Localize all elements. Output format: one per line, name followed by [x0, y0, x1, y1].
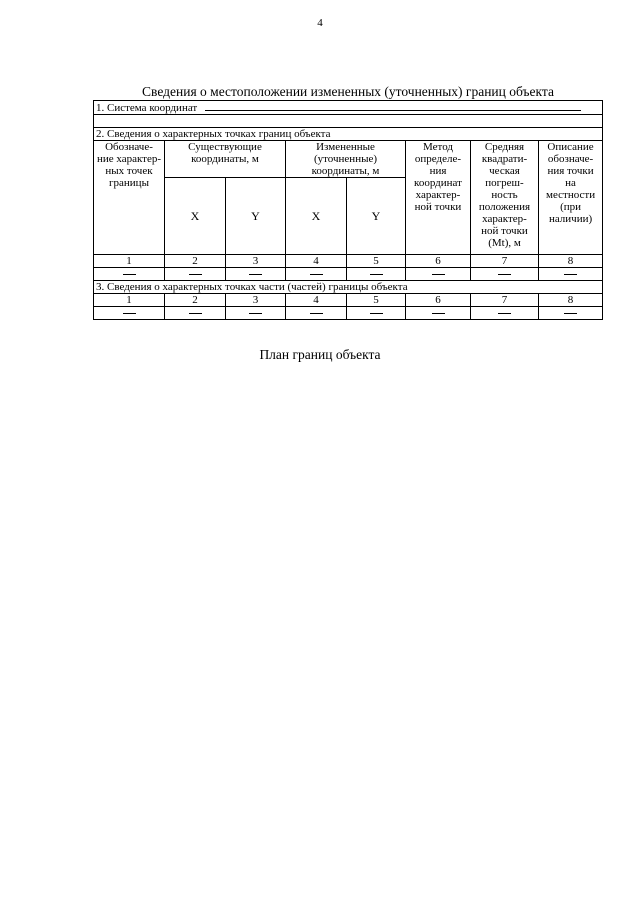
column-number: 4 [286, 255, 347, 268]
header-point-designation: Обозначе- ние характер- ных точек границы [94, 141, 165, 255]
empty-value-dash [286, 268, 347, 281]
empty-value-dash [165, 307, 226, 320]
column-number-row-2 [94, 294, 603, 307]
page-number: 4 [317, 17, 323, 29]
column-number: 4 [286, 294, 347, 307]
empty-value-dash [471, 307, 539, 320]
empty-value-dash [94, 307, 165, 320]
empty-value-row-2 [94, 307, 603, 320]
header-row-1 [94, 141, 603, 178]
section2-heading: 2. Сведения о характерных точках границ объекта [94, 128, 603, 141]
empty-value-dash [226, 268, 286, 281]
blank-row [94, 115, 603, 128]
empty-value-dash [165, 268, 226, 281]
coordinate-system-cell [94, 101, 603, 115]
empty-value-dash [347, 268, 406, 281]
empty-value-dash [94, 268, 165, 281]
header-existing-coords: Существующие координаты, м [165, 141, 286, 178]
empty-value-dash [406, 268, 471, 281]
column-number: 8 [539, 255, 603, 268]
column-number: 1 [94, 255, 165, 268]
column-number: 6 [406, 255, 471, 268]
column-number: 3 [226, 255, 286, 268]
column-number: 5 [347, 255, 406, 268]
column-number-row [94, 255, 603, 268]
column-number: 2 [165, 294, 226, 307]
header-existing-x: X [165, 178, 226, 255]
header-changed-coords: Измененные (уточненные) координаты, м [286, 141, 406, 178]
header-accuracy: Средняя квадрати- ческая погреш- ность положения характер- ной точки (Mt), м [471, 141, 539, 255]
coordinate-system-fill-line [205, 101, 581, 111]
column-number: 8 [539, 294, 603, 307]
empty-value-dash [226, 307, 286, 320]
coordinate-system-row [94, 101, 603, 115]
column-number: 7 [471, 255, 539, 268]
section3-heading: 3. Сведения о характерных точках части (частей) границы объекта [94, 281, 603, 294]
header-method: Метод определе- ния координат характер- ной точки [406, 141, 471, 255]
header-changed-y: Y [347, 178, 406, 255]
blank-cell [94, 115, 603, 128]
section3-row [94, 281, 603, 294]
empty-value-dash [347, 307, 406, 320]
empty-value-row [94, 268, 603, 281]
column-number: 5 [347, 294, 406, 307]
column-number: 7 [471, 294, 539, 307]
document-title: Сведения о местоположении измененных (уточненных) границ объекта [142, 84, 554, 99]
column-number: 6 [406, 294, 471, 307]
empty-value-dash [539, 268, 603, 281]
coordinate-system-label: 1. Система координат [96, 102, 198, 114]
empty-value-dash [406, 307, 471, 320]
header-description: Описание обозначе- ния точки на местности (при наличии) [539, 141, 603, 255]
section2-row [94, 128, 603, 141]
plan-title: План границ объекта [259, 347, 381, 362]
column-number: 3 [226, 294, 286, 307]
boundary-table [93, 100, 603, 320]
header-changed-x: X [286, 178, 347, 255]
column-number: 2 [165, 255, 226, 268]
empty-value-dash [286, 307, 347, 320]
column-number: 1 [94, 294, 165, 307]
header-existing-y: Y [226, 178, 286, 255]
empty-value-dash [539, 307, 603, 320]
empty-value-dash [471, 268, 539, 281]
